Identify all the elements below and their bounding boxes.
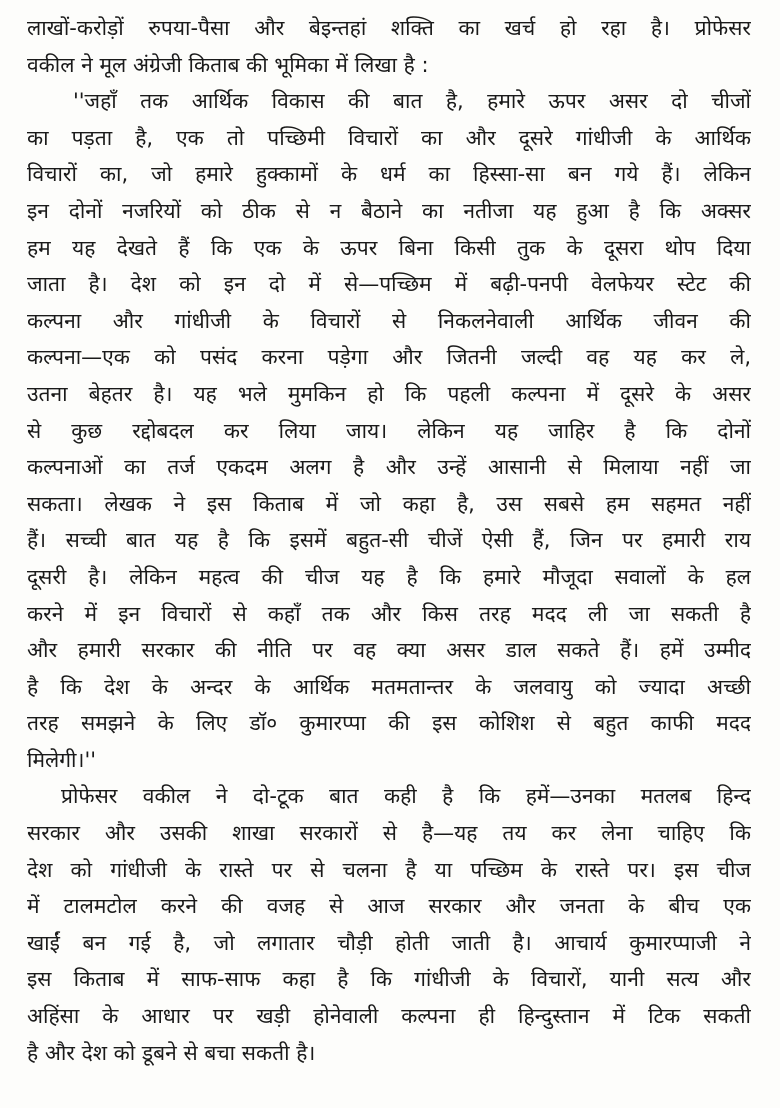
text-line: हम यह देखते हैं कि एक के ऊपर बिना किसी तुक के दूसरा थोप दिया bbox=[27, 235, 751, 260]
text-line: है और देश को डूबने से बचा सकती है। bbox=[27, 1040, 316, 1065]
text-line: उतना बेहतर है। यह भले मुमकिन हो कि पहली कल्पना में दूसरे के असर bbox=[27, 381, 751, 406]
text-line: करने में इन विचारों से कहाँ तक और किस तरह मदद ली जा सकती है bbox=[27, 601, 751, 626]
text-line: जाता है। देश को इन दो में से—पच्छिम में बढ़ी-पनपी वेलफेयर स्टेट की bbox=[27, 272, 751, 297]
text-line: तरह समझने के लिए डॉ० कुमारप्पा की इस कोशिश से बहुत काफी मदद bbox=[27, 711, 751, 736]
text-line: और हमारी सरकार की नीति पर वह क्या असर डाल सकते हैं। हमें उम्मीद bbox=[27, 638, 751, 663]
text-line: मिलेगी।'' bbox=[27, 747, 97, 772]
text-line: कल्पना—एक को पसंद करना पड़ेगा और जितनी जल्दी वह यह कर ले, bbox=[27, 345, 751, 370]
text-line: दूसरी है। लेकिन महत्व की चीज यह है कि हमारे मौजूदा सवालों के हल bbox=[27, 564, 751, 589]
text-line: लाखों-करोड़ों रुपया-पैसा और बेइन्तहां शक्ति का खर्च हो रहा है। प्रोफेसर bbox=[27, 16, 751, 40]
text-line: अहिंसा के आधार पर खड़ी होनेवाली कल्पना ही हिन्दुस्तान में टिक सकती bbox=[27, 1004, 751, 1029]
text-line: इस किताब में साफ-साफ कहा है कि गांधीजी के विचारों, यानी सत्य और bbox=[27, 967, 751, 992]
text-line: में टालमटोल करने की वजह से आज सरकार और जनता के बीच एक bbox=[27, 894, 751, 919]
text-line: से कुछ रद्दोबदल कर लिया जाय। लेकिन यह जाहिर है कि दोनों bbox=[27, 418, 751, 443]
text-line: सकता। लेखक ने इस किताब में जो कहा है, उस सबसे हम सहमत नहीं bbox=[27, 491, 751, 516]
text-line: इन दोनों नजरियों को ठीक से न बैठाने का नतीजा यह हुआ है कि अक्सर bbox=[27, 198, 751, 223]
text-line: ''जहाँ तक आर्थिक विकास की बात है, हमारे ऊपर असर दो चीजों bbox=[73, 89, 751, 114]
text-line: का पड़ता है, एक तो पच्छिमी विचारों का और दूसरे गांधीजी के आर्थिक bbox=[27, 125, 751, 150]
text-line: है कि देश के अन्दर के आर्थिक मतमतान्तर के जलवायु को ज्यादा अच्छी bbox=[27, 674, 751, 699]
text-line: कल्पनाओं का तर्ज एकदम अलग है और उन्हें आसानी से मिलाया नहीं जा bbox=[27, 455, 751, 480]
text-line: कल्पना और गांधीजी के विचारों से निकलनेवाली आर्थिक जीवन की bbox=[27, 308, 751, 333]
text-line: खाईं बन गई है, जो लगातार चौड़ी होती जाती है। आचार्य कुमारप्पाजी ने bbox=[27, 930, 751, 955]
text-line: प्रोफेसर वकील ने दो-टूक बात कही है कि हमें—उनका मतलब हिन्द bbox=[61, 784, 751, 809]
text-line: विचारों का, जो हमारे हुक्कामों के धर्म का हिस्सा-सा बन गये हैं। लेकिन bbox=[27, 162, 751, 187]
text-line: हैं। सच्ची बात यह है कि इसमें बहुत-सी चीजें ऐसी हैं, जिन पर हमारी राय bbox=[27, 528, 751, 553]
text-line: वकील ने मूल अंग्रेजी किताब की भूमिका में लिखा है : bbox=[27, 52, 429, 77]
document-page bbox=[27, 10, 751, 1071]
text-line: देश को गांधीजी के रास्ते पर से चलना है या पच्छिम के रास्ते पर। इस चीज bbox=[27, 857, 751, 882]
text-line: सरकार और उसकी शाखा सरकारों से है—यह तय कर लेना चाहिए कि bbox=[27, 821, 751, 846]
